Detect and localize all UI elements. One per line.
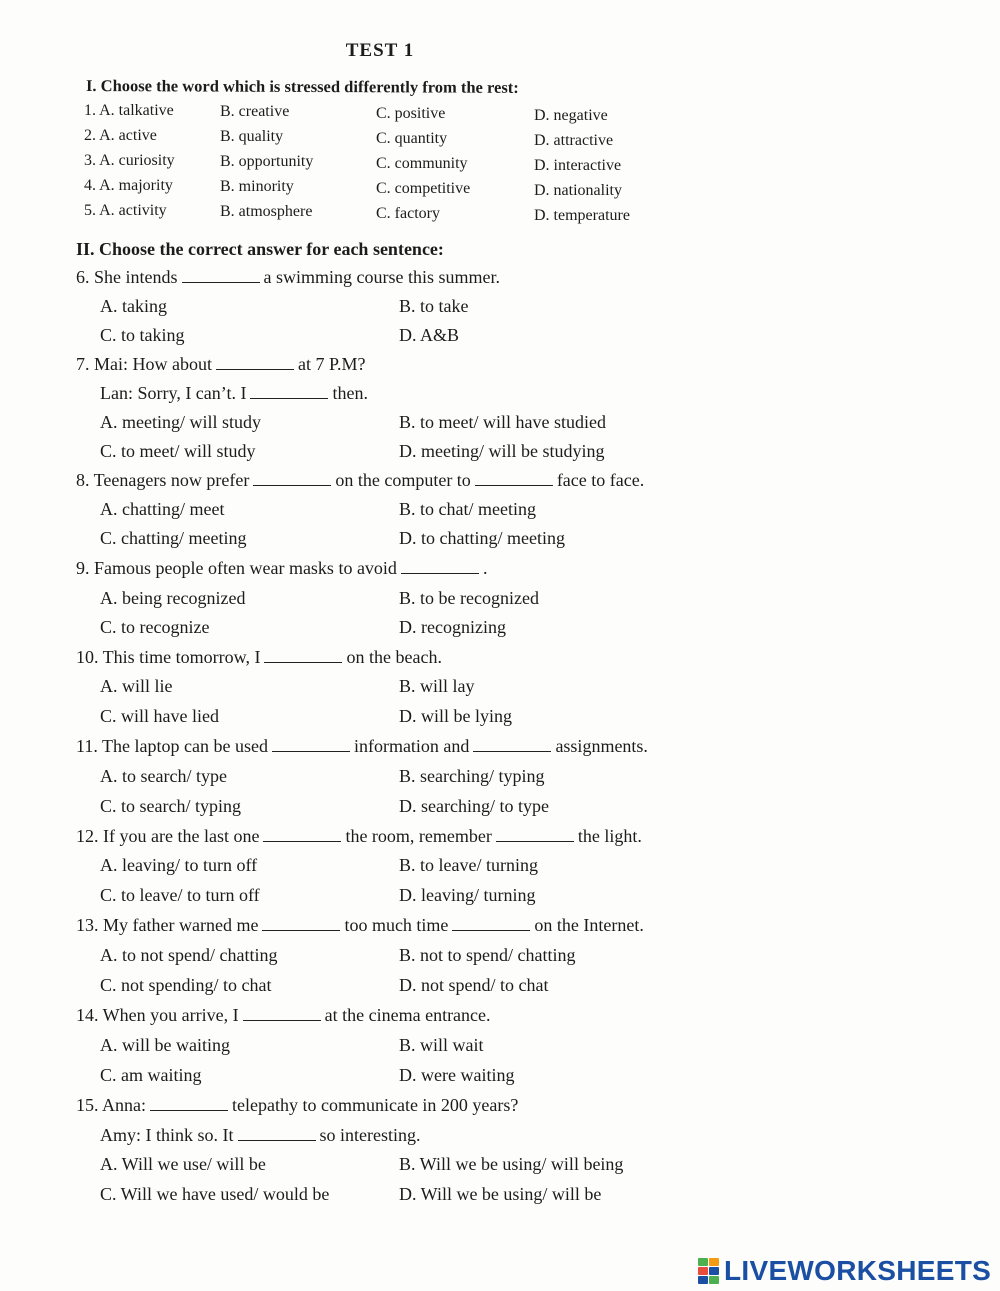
stress-option-a: 1. A. talkative <box>84 102 174 119</box>
option-a[interactable]: A. leaving/ to turn off <box>100 855 258 875</box>
logo-text: LIVEWORKSHEETS <box>724 1255 992 1286</box>
option-b[interactable]: B. to leave/ turning <box>399 855 538 875</box>
option-c[interactable]: C. will have lied <box>100 706 219 726</box>
option-a[interactable]: A. will lie <box>100 676 173 696</box>
option-c[interactable]: C. to search/ typing <box>100 796 241 816</box>
answer-blank[interactable] <box>473 737 551 752</box>
stress-option-b: B. atmosphere <box>220 203 313 220</box>
question-15 <box>76 1095 518 1116</box>
question-6 <box>76 267 500 288</box>
answer-blank[interactable] <box>272 737 350 752</box>
option-d[interactable]: D. searching/ to type <box>399 796 549 816</box>
stress-option-d: D. interactive <box>534 157 622 174</box>
option-c[interactable]: C. to recognize <box>100 617 210 637</box>
stress-option-d: D. nationality <box>534 182 622 199</box>
answer-blank[interactable] <box>216 355 294 370</box>
option-b[interactable]: B. will lay <box>399 676 475 696</box>
question-text: at 7 P.M? <box>297 354 366 374</box>
answer-blank[interactable] <box>401 559 479 574</box>
question-12 <box>76 826 642 847</box>
question-text: at the cinema entrance. <box>324 1005 491 1025</box>
liveworksheets-logo <box>698 1254 991 1288</box>
question-13 <box>76 915 644 936</box>
stress-option-a: 2. A. active <box>84 127 157 144</box>
option-a[interactable]: A. taking <box>100 296 167 316</box>
stress-option-b: B. opportunity <box>220 153 314 170</box>
answer-blank[interactable] <box>182 268 260 283</box>
question-text: on the Internet. <box>534 915 644 935</box>
question-text: 12. If you are the last one <box>76 826 260 846</box>
option-a[interactable]: A. will be waiting <box>100 1035 230 1055</box>
logo-blocks-icon <box>698 1258 720 1284</box>
option-a[interactable]: A. Will we use/ will be <box>100 1154 266 1174</box>
stress-option-d: D. temperature <box>534 207 630 224</box>
question-text: face to face. <box>556 470 645 490</box>
question-8 <box>76 470 644 491</box>
answer-blank[interactable] <box>475 471 553 486</box>
answer-blank[interactable] <box>150 1096 228 1111</box>
question-text: Amy: I think so. It <box>100 1125 234 1145</box>
question-text: a swimming course this summer. <box>263 267 500 287</box>
option-d[interactable]: D. were waiting <box>399 1065 515 1085</box>
question-text: on the computer to <box>335 470 471 490</box>
stress-option-c: C. positive <box>376 105 446 122</box>
question-text: 15. Anna: <box>76 1095 146 1115</box>
question-text: 9. Famous people often wear masks to avoid <box>76 558 397 578</box>
question-14 <box>76 1005 491 1026</box>
stress-option-d: D. negative <box>534 107 608 124</box>
answer-blank[interactable] <box>250 384 328 399</box>
option-d[interactable]: D. meeting/ will be studying <box>399 441 605 461</box>
answer-blank[interactable] <box>263 827 341 842</box>
stress-option-a: 4. A. majority <box>84 177 173 194</box>
stress-option-a: 3. A. curiosity <box>84 152 175 169</box>
option-d[interactable]: D. Will we be using/ will be <box>399 1184 602 1204</box>
option-c[interactable]: C. am waiting <box>100 1065 202 1085</box>
answer-blank[interactable] <box>253 471 331 486</box>
option-d[interactable]: D. leaving/ turning <box>399 885 536 905</box>
question-text: 6. She intends <box>76 267 178 287</box>
question-15-line-2 <box>100 1125 421 1146</box>
option-a[interactable]: A. being recognized <box>100 588 246 608</box>
question-11 <box>76 736 648 757</box>
option-b[interactable]: B. to chat/ meeting <box>399 499 536 519</box>
answer-blank[interactable] <box>452 916 530 931</box>
question-text: 13. My father warned me <box>76 915 259 935</box>
stress-option-b: B. quality <box>220 128 284 145</box>
answer-blank[interactable] <box>264 648 342 663</box>
option-c[interactable]: C. not spending/ to chat <box>100 975 272 995</box>
option-c[interactable]: C. to meet/ will study <box>100 441 256 461</box>
question-text: 8. Teenagers now prefer <box>76 470 250 490</box>
option-c[interactable]: C. chatting/ meeting <box>100 528 247 548</box>
stress-option-c: C. community <box>376 155 468 172</box>
option-d[interactable]: D. not spend/ to chat <box>399 975 549 995</box>
answer-blank[interactable] <box>496 827 574 842</box>
option-a[interactable]: A. meeting/ will study <box>100 412 261 432</box>
answer-blank[interactable] <box>243 1006 321 1021</box>
option-b[interactable]: B. to take <box>399 296 469 316</box>
stress-option-b: B. creative <box>220 103 290 120</box>
question-10 <box>76 647 442 668</box>
question-text: information and <box>353 736 470 756</box>
question-text: so interesting. <box>319 1125 421 1145</box>
option-a[interactable]: A. to not spend/ chatting <box>100 945 278 965</box>
question-text: Lan: Sorry, I can’t. I <box>100 383 247 403</box>
option-b[interactable]: B. Will we be using/ will being <box>399 1154 624 1174</box>
question-text: too much time <box>344 915 449 935</box>
page-title: TEST 1 <box>345 40 415 61</box>
question-text: on the beach. <box>346 647 442 667</box>
question-text: 10. This time tomorrow, I <box>76 647 261 667</box>
question-7 <box>76 354 365 375</box>
question-text: then. <box>332 383 368 403</box>
answer-blank[interactable] <box>238 1126 316 1141</box>
question-9 <box>76 558 487 579</box>
question-text: the room, remember <box>345 826 492 846</box>
option-a[interactable]: A. to search/ type <box>100 766 227 786</box>
stress-option-a: 5. A. activity <box>84 202 167 219</box>
question-text: . <box>482 558 488 578</box>
option-c[interactable]: C. Will we have used/ would be <box>100 1184 330 1204</box>
question-text: assignments. <box>555 736 648 756</box>
option-c[interactable]: C. to leave/ to turn off <box>100 885 260 905</box>
stress-option-c: C. competitive <box>376 180 471 197</box>
option-d[interactable]: D. A&B <box>399 325 460 345</box>
stress-option-d: D. attractive <box>534 132 614 149</box>
question-text: the light. <box>577 826 642 846</box>
option-d[interactable]: D. to chatting/ meeting <box>399 528 565 548</box>
option-b[interactable]: B. to be recognized <box>399 588 539 608</box>
option-c[interactable]: C. to taking <box>100 325 185 345</box>
question-text: 7. Mai: How about <box>76 354 212 374</box>
option-a[interactable]: A. chatting/ meet <box>100 499 225 519</box>
option-b[interactable]: B. to meet/ will have studied <box>399 412 606 432</box>
question-7-line-2 <box>100 383 368 404</box>
question-text: 14. When you arrive, I <box>76 1005 239 1025</box>
option-d[interactable]: D. recognizing <box>399 617 506 637</box>
answer-blank[interactable] <box>262 916 340 931</box>
section1-heading: I. Choose the word which is stressed differently from the rest: <box>85 76 519 97</box>
question-text: telepathy to communicate in 200 years? <box>232 1095 519 1115</box>
stress-option-b: B. minority <box>220 178 294 195</box>
question-text: 11. The laptop can be used <box>76 736 268 756</box>
option-b[interactable]: B. searching/ typing <box>399 766 545 786</box>
option-d[interactable]: D. will be lying <box>399 706 512 726</box>
option-b[interactable]: B. not to spend/ chatting <box>399 945 576 965</box>
stress-option-c: C. quantity <box>376 130 448 147</box>
stress-option-c: C. factory <box>376 205 440 222</box>
option-b[interactable]: B. will wait <box>399 1035 484 1055</box>
section2-heading: II. Choose the correct answer for each sentence: <box>76 239 444 259</box>
